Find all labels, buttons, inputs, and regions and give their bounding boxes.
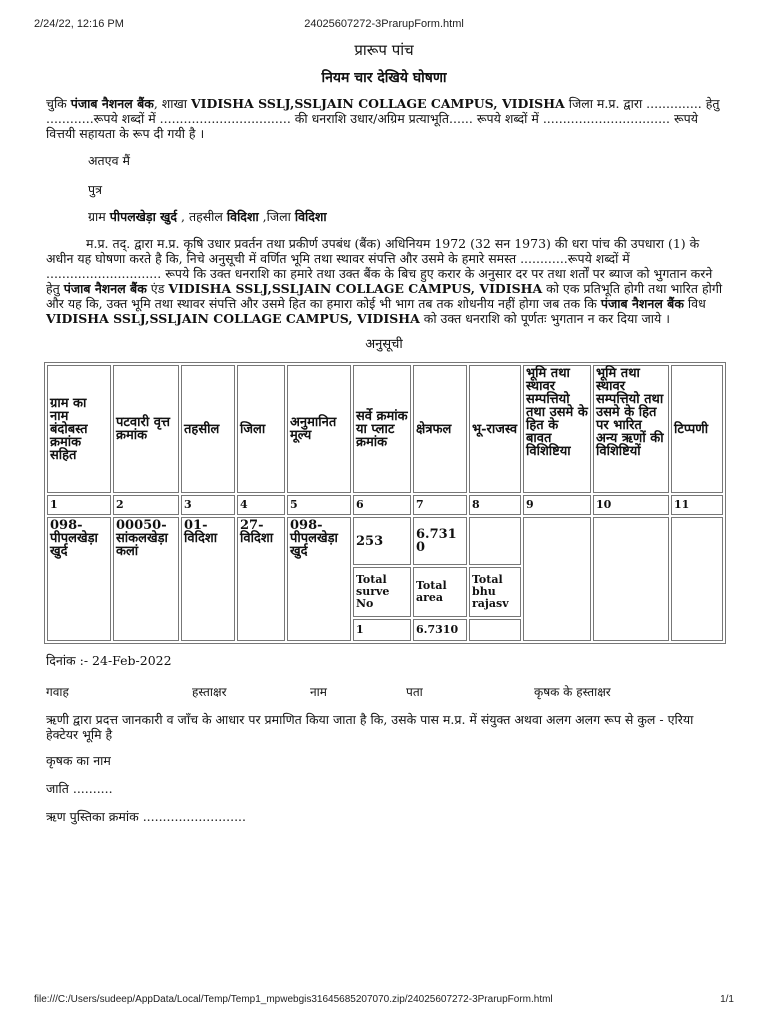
intro-rest: जिला म.प्र. द्वारा .............. हेतु ............रूपये शब्दों में ................................. की धनराशि उधार/अग्रिम प्रत्याभूति...... रूपये शब्दों में ................................ रूपये वित्तयी सहायता के रूप दी गयी है । xyxy=(46,96,720,141)
farmer-name-label: कृषक का नाम xyxy=(46,753,111,768)
header-cell: तहसील xyxy=(181,365,235,493)
declaration-part1: म.प्र. तद्. द्वारा म.प्र. कृषि उधार प्रवर्तन तथा प्रकीर्ण उपबंध (बैंक) अधिनियम 1972 (32 सन 1973) की धरा पांच की उपधारा (1) के अधीन यह घोषणा करते है कि, निचे अनुसूची में वर्णित भूमि तथा स्थावर संपत्ति और उसमे के हमारे समस्त ............रूपये शब्दों में ............................. रूपये कि उक्त धनराशि का हमारे तथा उक्त बैंक के बिच हुए करार के अनुसार दर पर तथा शर्तों पर ब्याज को भुगतान करने हेतु xyxy=(46,236,713,296)
header-cell: क्षेत्रफल xyxy=(413,365,467,493)
putra-line: पुत्र xyxy=(88,182,103,197)
header-cell: ग्राम का नाम बंदोबस्त क्रमांक सहित xyxy=(47,365,111,493)
schedule-header-row xyxy=(47,365,723,493)
print-datetime: 2/24/22, 12:16 PM xyxy=(34,18,124,30)
cell-area: 6.7310 xyxy=(413,517,467,565)
column-number: 11 xyxy=(671,495,723,515)
column-number: 3 xyxy=(181,495,235,515)
header-cell: सर्वे क्रमांक या प्लाट क्रमांक xyxy=(353,365,411,493)
cell-other-loans xyxy=(593,517,669,641)
print-file-path: file:///C:/Users/sudeep/AppData/Local/Temp/Temp1_mpwebgis31645685207070.zip/24025607272-3PrarupForm.html xyxy=(34,994,553,1005)
loan-book-label: ऋण पुस्तिका क्रमांक .......................... xyxy=(46,809,247,824)
header-cell: भूमि तथा स्थावर सम्पत्तियो तथा उसमे के हित के बावत विशिष्टिया xyxy=(523,365,591,493)
print-filename: 24025607272-3PrarupForm.html xyxy=(304,18,464,30)
column-number: 8 xyxy=(469,495,521,515)
schedule-number-row xyxy=(47,495,723,515)
schedule-title: अनुसूची xyxy=(365,337,403,352)
total-survey-label: Total surve No xyxy=(353,567,411,617)
column-number: 5 xyxy=(287,495,351,515)
village-name: पीपलखेड़ा खुर्द xyxy=(109,209,178,224)
cell-particulars xyxy=(523,517,591,641)
cell-value: 098-पीपलखेड़ा खुर्द xyxy=(287,517,351,641)
cell-village: 098-पीपलखेड़ा खुर्द xyxy=(47,517,111,641)
tehsil-label: , तहसील xyxy=(181,209,223,224)
cell-tehsil: 01-विदिशा xyxy=(181,517,235,641)
declaration-part2: एंड xyxy=(150,281,165,296)
date-line: दिनांक :- 24-Feb-2022 xyxy=(46,653,172,668)
schedule-table xyxy=(44,362,726,644)
header-cell: भूमि तथा स्थावर सम्पत्तियो तथा उसमे के हित पर भारित अन्य ऋणों की विशिष्टियों xyxy=(593,365,669,493)
intro-branch-prefix: , शाखा xyxy=(153,96,187,111)
declaration-branch-2: VIDISHA SSLJ,SSLJAIN COLLAGE CAMPUS, VIDISHA xyxy=(46,311,420,326)
village-line xyxy=(88,208,327,225)
certification-paragraph: ऋणी द्वारा प्रदत्त जानकारी व जाँच के आधार पर प्रमाणित किया जाता है कि, उसके पास म.प्र. में संयुक्त अथवा अलग अलग रूप से कुल - एरिया हेक्टेयर भूमि है xyxy=(46,712,694,742)
tehsil-name: विदिशा xyxy=(226,209,259,224)
column-number: 2 xyxy=(113,495,179,515)
form-title: प्रारूप पांच xyxy=(354,41,414,59)
intro-paragraph xyxy=(46,96,726,141)
column-number: 4 xyxy=(237,495,285,515)
declaration-paragraph xyxy=(46,236,726,326)
total-revenue-label: Total bhu rajasv xyxy=(469,567,521,617)
district-label: ,जिला xyxy=(262,209,291,224)
cell-district: 27-विदिशा xyxy=(237,517,285,641)
village-label: ग्राम xyxy=(88,209,106,224)
cell-remarks xyxy=(671,517,723,641)
farmer-signature-label: कृषक के हस्ताक्षर xyxy=(534,685,611,699)
column-number: 6 xyxy=(353,495,411,515)
declaration-bank-2: पंजाब नैशनल बैंक xyxy=(600,296,684,311)
name-label: नाम xyxy=(310,685,327,699)
total-survey-value: 1 xyxy=(353,619,411,641)
district-name: विदिशा xyxy=(294,209,327,224)
intro-branch-name: VIDISHA SSLJ,SSLJAIN COLLAGE CAMPUS, VIDISHA xyxy=(190,96,565,111)
column-number: 7 xyxy=(413,495,467,515)
column-number: 1 xyxy=(47,495,111,515)
intro-prefix: चुकि xyxy=(46,96,67,111)
header-cell: टिप्पणी xyxy=(671,365,723,493)
declaration-bank-1: पंजाब नैशनल बैंक xyxy=(63,281,147,296)
declaration-branch-1: VIDISHA SSLJ,SSLJAIN COLLAGE CAMPUS, VIDISHA xyxy=(168,281,543,296)
declaration-part5: को उक्त धनराशि को पूर्णतः भुगतान न कर दिया जाये । xyxy=(423,311,670,326)
column-number: 10 xyxy=(593,495,669,515)
cell-survey: 253 xyxy=(353,517,411,565)
intro-bank-name: पंजाब नैशनल बैंक xyxy=(70,96,154,111)
witness-label: गवाह xyxy=(46,685,69,699)
table-row xyxy=(47,517,723,565)
total-area-value: 6.7310 xyxy=(413,619,467,641)
header-cell: अनुमानित मूल्य xyxy=(287,365,351,493)
cell-revenue xyxy=(469,517,521,565)
caste-label: जाति .......... xyxy=(46,781,113,796)
total-revenue-value xyxy=(469,619,521,641)
cell-patwari: 00050-सांकलखेड़ा कलां xyxy=(113,517,179,641)
header-cell: भू-राजस्व xyxy=(469,365,521,493)
header-cell: जिला xyxy=(237,365,285,493)
declaration-part3: को एक प्रतिभूति होगी तथा भारित होगी और यह कि, उक्त भूमि तथा स्थावर संपत्ति और उसमे हित का हमारा कोई भी भाग तब तक शोधनीय नहीं होगा जब तक कि xyxy=(46,281,723,311)
print-page-number: 1/1 xyxy=(720,994,734,1005)
declaration-part4: विध xyxy=(687,296,706,311)
form-subtitle: नियम चार देखिये घोषणा xyxy=(321,70,447,86)
total-area-label: Total area xyxy=(413,567,467,617)
column-number: 9 xyxy=(523,495,591,515)
address-label: पता xyxy=(406,685,423,699)
header-cell: पटवारी वृत्त क्रमांक xyxy=(113,365,179,493)
atah-line: अतएव मैं xyxy=(88,153,130,168)
signature-label: हस्ताक्षर xyxy=(192,685,227,699)
